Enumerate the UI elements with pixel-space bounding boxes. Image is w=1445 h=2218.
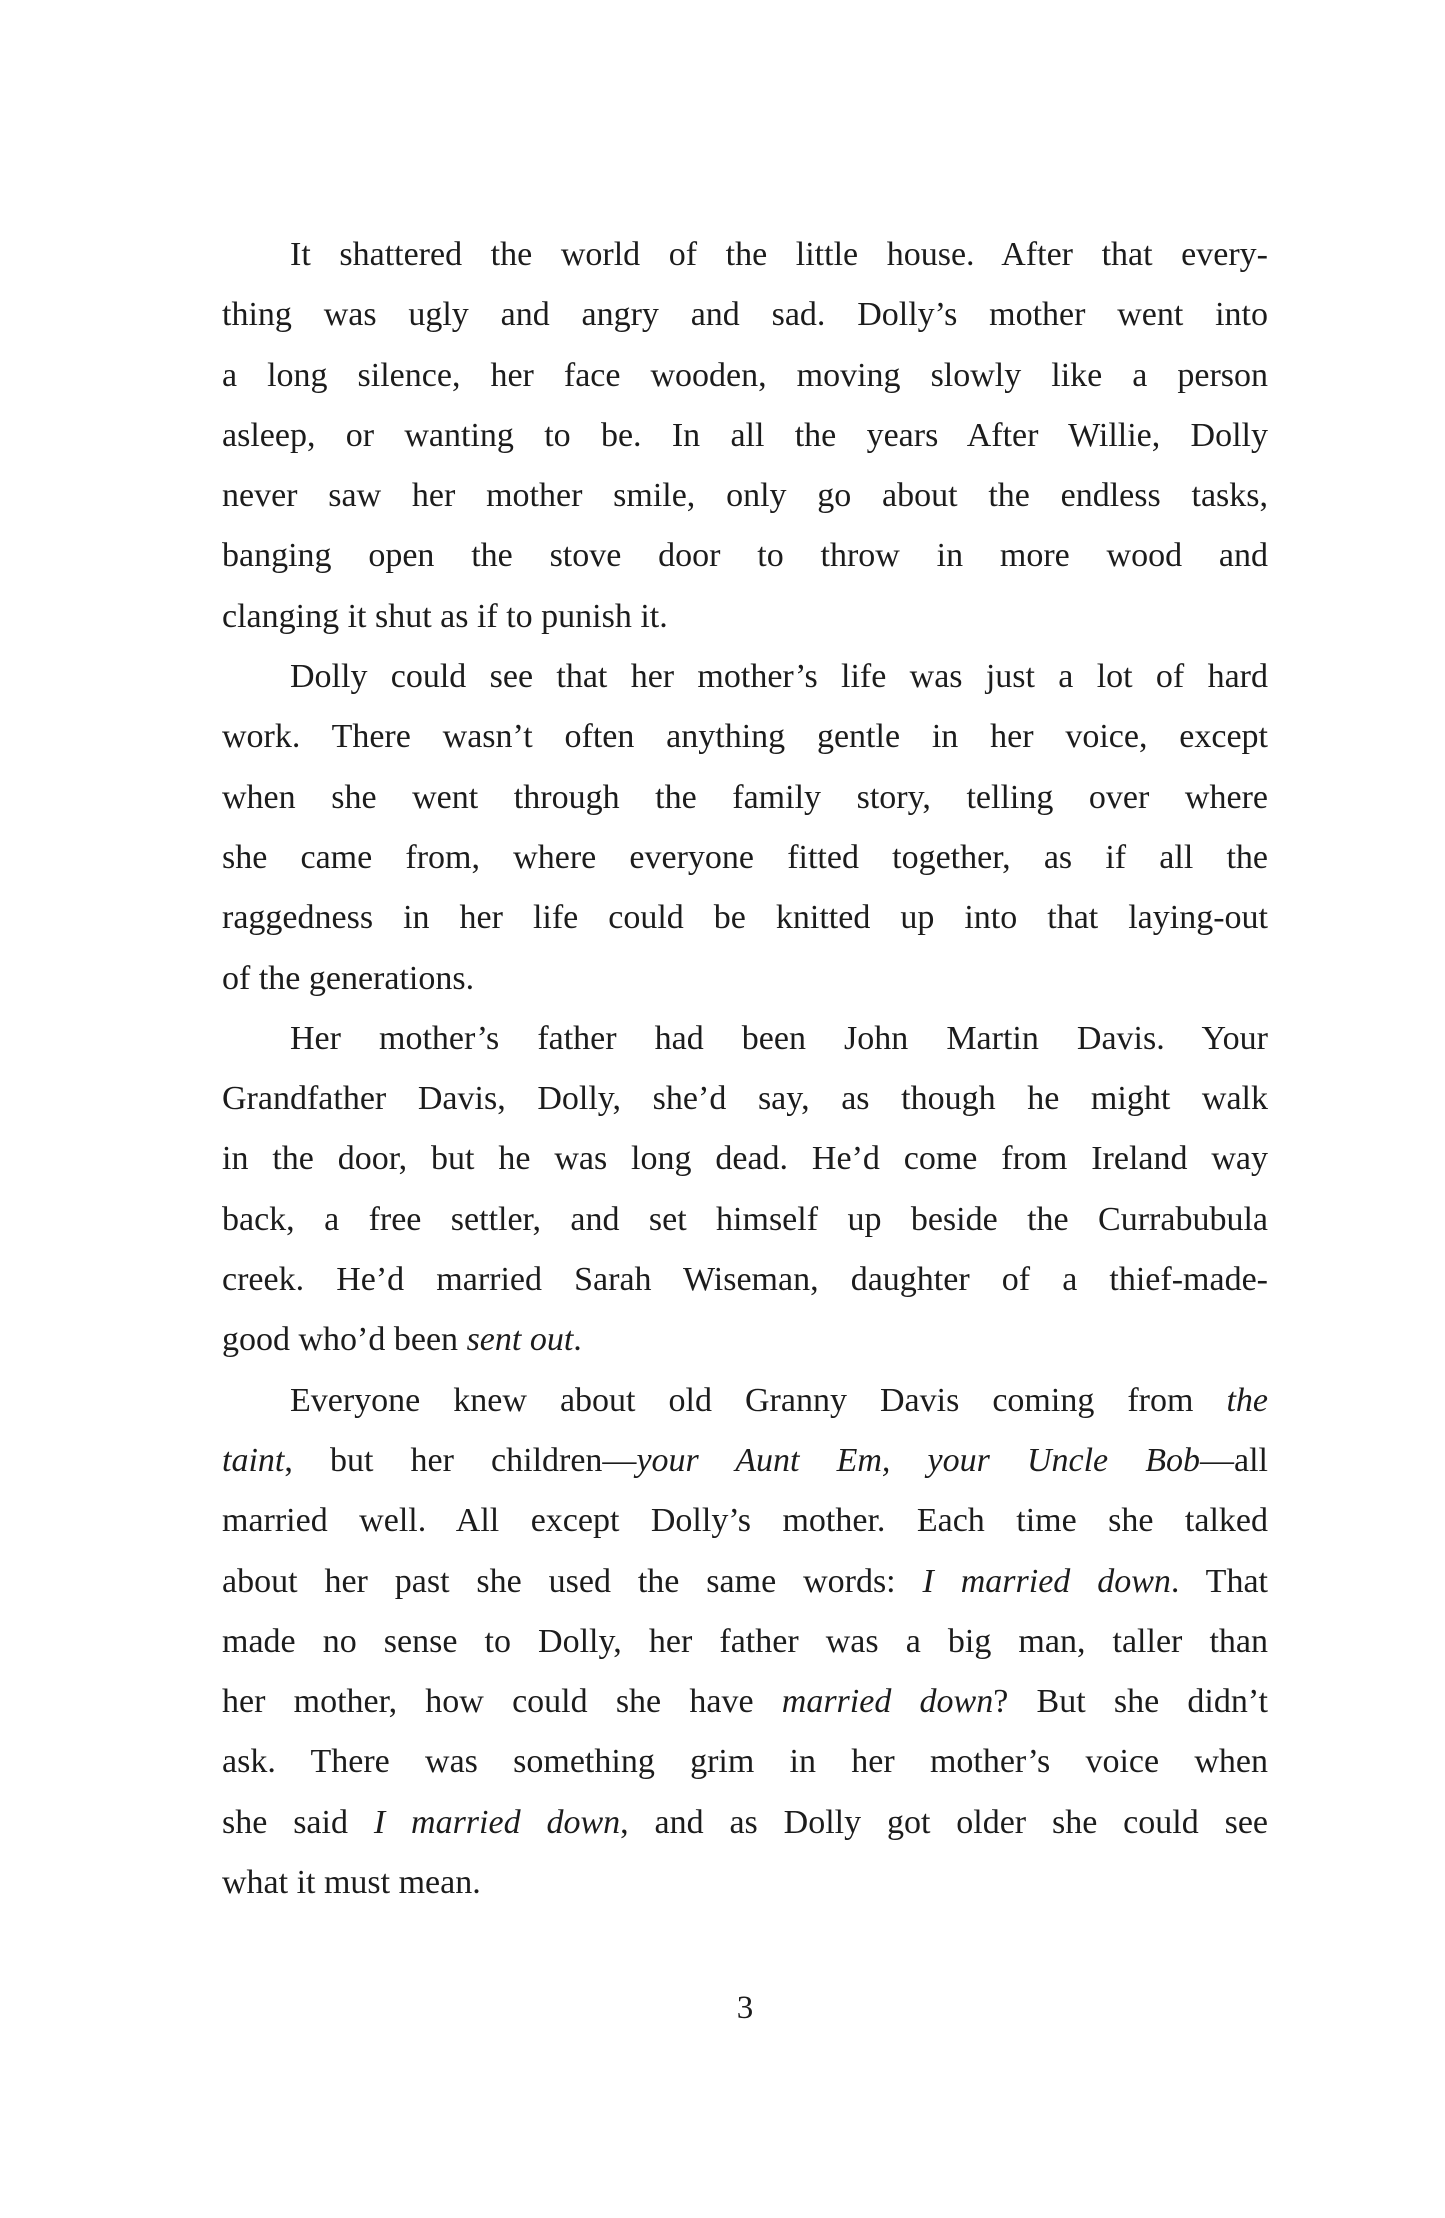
text-line — [222, 949, 1268, 1009]
text-line — [222, 466, 1268, 526]
text-segment: . That — [1170, 1562, 1268, 1600]
text-segment: married well. All except Dolly’s mother. Each time she talked — [222, 1502, 1268, 1540]
text-line — [222, 346, 1268, 406]
text-segment-italic: married down — [781, 1683, 994, 1721]
text-segment: of the generations. — [222, 959, 475, 997]
text-segment: Grandfather Davis, Dolly, she’d say, as though he might walk — [222, 1080, 1268, 1118]
text-segment: about her past she used the same words: — [222, 1562, 923, 1600]
text-line — [222, 828, 1268, 888]
text-segment: Everyone knew about old Granny Davis coming from — [290, 1381, 1227, 1419]
text-segment: thing was ugly and angry and sad. Dolly’s mother went into — [222, 296, 1268, 334]
text-line — [222, 406, 1268, 466]
text-line — [222, 1672, 1268, 1732]
text-line — [222, 225, 1268, 285]
text-line — [222, 1069, 1268, 1129]
text-line — [222, 1250, 1268, 1310]
text-line — [222, 647, 1268, 707]
text-segment: she came from, where everyone fitted together, as if all the — [222, 838, 1268, 876]
text-segment: good who’d been — [222, 1321, 467, 1359]
text-segment: , and as Dolly got older she could see — [620, 1803, 1268, 1841]
text-line — [222, 1552, 1268, 1612]
text-segment-italic: I married down — [373, 1803, 621, 1841]
text-segment: what it must mean. — [222, 1864, 481, 1902]
text-line — [222, 1732, 1268, 1792]
text-segment: creek. He’d married Sarah Wiseman, daughter of a thief-made- — [222, 1261, 1268, 1299]
text-segment: . — [573, 1321, 582, 1359]
text-line — [222, 1793, 1268, 1853]
text-line — [222, 888, 1268, 948]
text-segment: raggedness in her life could be knitted up into that laying-out — [222, 899, 1268, 937]
text-segment-italic: the — [1226, 1381, 1268, 1419]
text-line — [222, 526, 1268, 586]
text-line — [222, 1491, 1268, 1551]
text-segment: —all — [1200, 1441, 1268, 1479]
text-segment: ? But she didn’t — [993, 1683, 1269, 1721]
text-line — [222, 1190, 1268, 1250]
text-line — [222, 587, 1268, 647]
text-segment: asleep, or wanting to be. In all the years After Willie, Dolly — [222, 416, 1268, 454]
text-segment: a long silence, her face wooden, moving slowly like a person — [222, 356, 1268, 394]
text-segment: her mother, how could she have — [222, 1683, 782, 1721]
text-segment: Her mother’s father had been John Martin Davis. Your — [290, 1019, 1268, 1057]
text-segment: in the door, but he was long dead. He’d come from Ireland way — [222, 1140, 1268, 1178]
text-segment: clanging it shut as if to punish it. — [222, 597, 668, 635]
text-line — [222, 1431, 1268, 1491]
text-line — [222, 768, 1268, 828]
text-segment: It shattered the world of the little house. After that every- — [290, 236, 1268, 273]
text-segment: back, a free settler, and set himself up beside the Currabubula — [222, 1200, 1268, 1238]
text-line — [222, 1009, 1268, 1069]
text-segment: , but her children— — [284, 1441, 637, 1479]
text-segment-italic: your Aunt Em, your Uncle Bob — [636, 1441, 1201, 1479]
text-line — [222, 707, 1268, 767]
text-line — [222, 1612, 1268, 1672]
text-segment: banging open the stove door to throw in more wood and — [222, 537, 1268, 575]
text-segment-italic: I married down — [922, 1562, 1171, 1600]
text-line — [222, 1129, 1268, 1189]
text-segment: ask. There was something grim in her mother’s voice when — [222, 1743, 1268, 1781]
text-segment: never saw her mother smile, only go about the endless tasks, — [222, 477, 1268, 515]
text-line — [222, 1853, 1268, 1913]
text-block — [222, 225, 1268, 1913]
text-segment-italic: taint — [222, 1441, 285, 1479]
text-segment: she said — [222, 1803, 374, 1841]
page-number: 3 — [736, 1990, 754, 2026]
text-line — [222, 1371, 1268, 1431]
text-line — [222, 1310, 1268, 1370]
text-segment: Dolly could see that her mother’s life was just a lot of hard — [290, 658, 1268, 696]
text-line — [222, 285, 1268, 345]
text-segment: made no sense to Dolly, her father was a big man, taller than — [222, 1622, 1268, 1660]
text-segment: work. There wasn’t often anything gentle in her voice, except — [222, 718, 1268, 756]
text-segment-italic: sent out — [466, 1321, 574, 1359]
text-segment: when she went through the family story, telling over where — [222, 778, 1268, 816]
